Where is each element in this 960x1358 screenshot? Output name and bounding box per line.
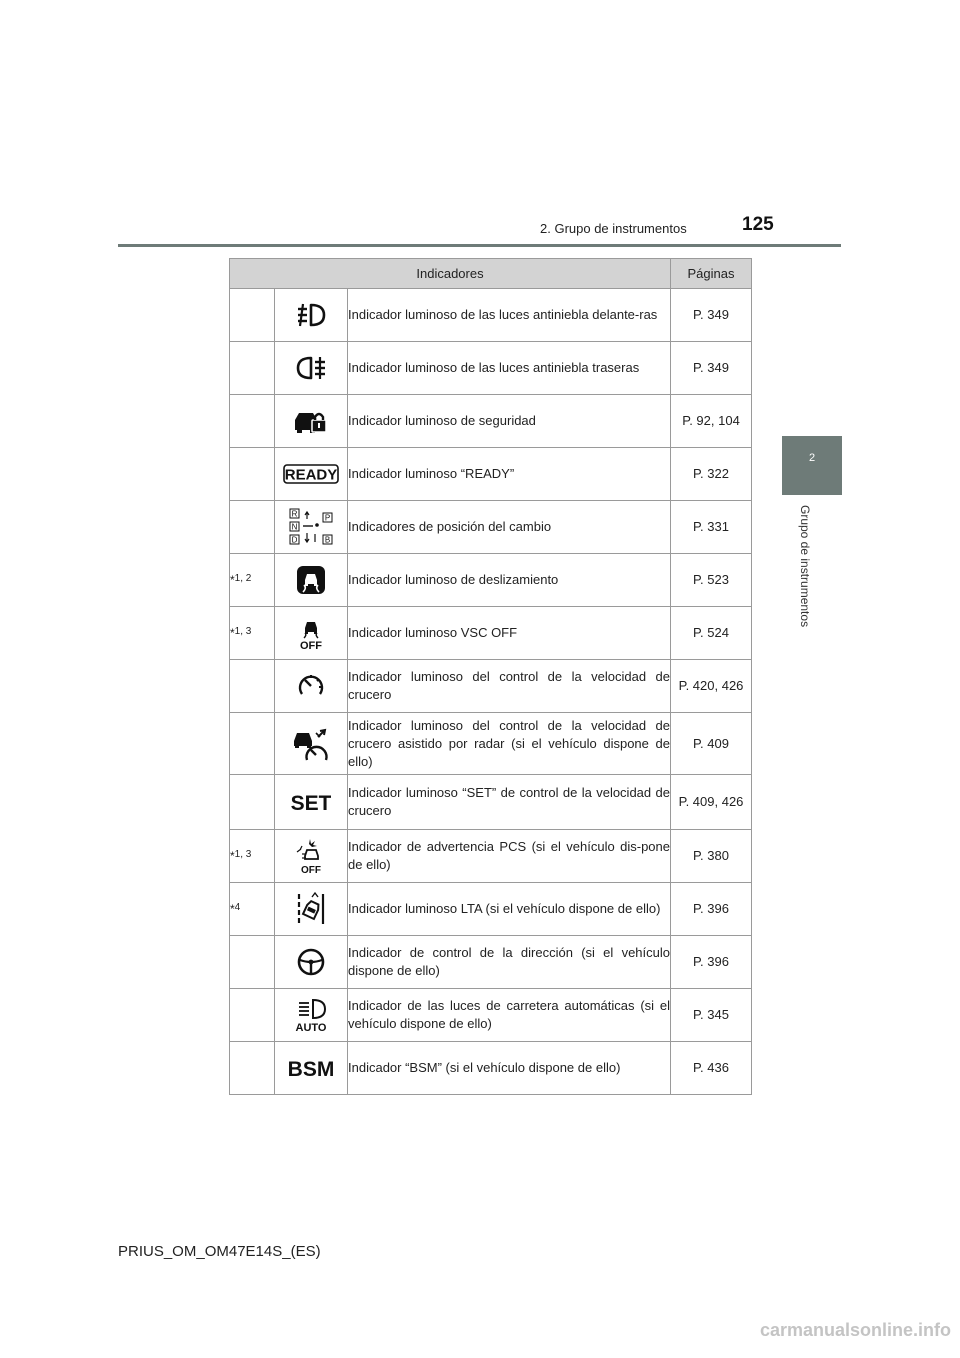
svg-text:OFF: OFF: [301, 865, 321, 874]
page-reference[interactable]: P. 322: [671, 448, 752, 501]
page-reference[interactable]: P. 409: [671, 713, 752, 775]
indicator-description: Indicador luminoso “SET” de control de la velocidad de crucero: [348, 775, 671, 830]
table-row: [230, 607, 752, 660]
column-header-pages: Páginas: [671, 259, 752, 289]
section-title: 2. Grupo de instrumentos: [540, 221, 687, 236]
row-note: [230, 936, 275, 989]
slip-indicator-icon: [296, 565, 326, 595]
table-row: [230, 883, 752, 936]
lta-icon: [295, 891, 327, 927]
indicator-description: Indicador luminoso “READY”: [348, 448, 671, 501]
svg-text:BSM: BSM: [287, 1058, 335, 1080]
row-note: [230, 775, 275, 830]
icon-cell: [275, 660, 348, 713]
table-row: [230, 936, 752, 989]
table-row: [230, 501, 752, 554]
indicator-description: Indicador de control de la dirección (si el vehículo dispone de ello): [348, 936, 671, 989]
ready-icon: [283, 464, 339, 484]
row-note: *$^{1, 2}$: [230, 554, 275, 607]
set-icon: [291, 790, 331, 814]
icon-cell: [275, 289, 348, 342]
indicator-description: Indicador luminoso de seguridad: [348, 395, 671, 448]
page-reference[interactable]: P. 349: [671, 342, 752, 395]
indicator-description: Indicador luminoso de las luces antiniebla traseras: [348, 342, 671, 395]
row-note: [230, 448, 275, 501]
table-row: [230, 289, 752, 342]
table-row: [230, 448, 752, 501]
bsm-icon: [287, 1056, 335, 1080]
security-car-lock-icon: [293, 408, 329, 434]
shift-position-icon: [288, 507, 334, 547]
row-note: *$^{1, 3}$: [230, 607, 275, 660]
svg-text:AUTO: AUTO: [295, 1022, 327, 1032]
page-reference[interactable]: P. 524: [671, 607, 752, 660]
svg-text:SET: SET: [291, 792, 331, 814]
row-note: [230, 1042, 275, 1095]
rear-fog-light-icon: [294, 354, 328, 382]
cruise-control-icon: [296, 671, 326, 701]
svg-text:R: R: [291, 509, 298, 519]
page-reference[interactable]: P. 345: [671, 989, 752, 1042]
watermark: carmanualsonline.info: [760, 1320, 952, 1340]
header-rule: [118, 244, 841, 247]
table-row: [230, 554, 752, 607]
icon-cell: [275, 554, 348, 607]
chapter-tab[interactable]: [782, 436, 842, 495]
icon-cell: [275, 448, 348, 501]
indicators-table: [229, 258, 752, 1095]
indicator-description: Indicador “BSM” (si el vehículo dispone de ello): [348, 1042, 671, 1095]
footer-document-code: PRIUS_OM_OM47E14S_(ES): [118, 1243, 321, 1260]
page-reference[interactable]: P. 396: [671, 883, 752, 936]
icon-cell: [275, 883, 348, 936]
icon-cell: [275, 501, 348, 554]
table-row: [230, 342, 752, 395]
row-note: *$^{1, 3}$: [230, 830, 275, 883]
page-reference[interactable]: P. 436: [671, 1042, 752, 1095]
indicator-description: Indicador luminoso de deslizamiento: [348, 554, 671, 607]
table-row: [230, 830, 752, 883]
indicator-description: Indicador luminoso VSC OFF: [348, 607, 671, 660]
row-note: [230, 989, 275, 1042]
svg-text:D: D: [291, 535, 298, 545]
icon-cell: [275, 936, 348, 989]
svg-text:OFF: OFF: [300, 640, 322, 650]
page-reference[interactable]: P. 331: [671, 501, 752, 554]
row-note: [230, 660, 275, 713]
pcs-off-icon: [293, 838, 329, 874]
row-note: [230, 395, 275, 448]
indicator-description: Indicador luminoso del control de la velocidad de crucero asistido por radar (si el vehículo dispone de ello): [348, 713, 671, 775]
icon-cell: [275, 775, 348, 830]
icon-cell: [275, 395, 348, 448]
page-reference[interactable]: P. 380: [671, 830, 752, 883]
page-reference[interactable]: P. 523: [671, 554, 752, 607]
svg-text:B: B: [324, 535, 331, 545]
icon-cell: [275, 830, 348, 883]
indicator-description: Indicador de advertencia PCS (si el vehículo dis-pone de ello): [348, 830, 671, 883]
icon-cell: [275, 1042, 348, 1095]
row-note: [230, 289, 275, 342]
row-note: *$^4$: [230, 883, 275, 936]
indicator-description: Indicador luminoso LTA (si el vehículo dispone de ello): [348, 883, 671, 936]
table-row: [230, 775, 752, 830]
page-reference[interactable]: P. 396: [671, 936, 752, 989]
icon-cell: [275, 607, 348, 660]
page-reference[interactable]: P. 420, 426: [671, 660, 752, 713]
indicator-description: Indicador de las luces de carretera automáticas (si el vehículo dispone de ello): [348, 989, 671, 1042]
svg-text:READY: READY: [284, 466, 338, 484]
svg-text:P: P: [324, 513, 331, 523]
auto-high-beam-icon: [293, 998, 329, 1032]
page-reference[interactable]: P. 409, 426: [671, 775, 752, 830]
indicator-description: Indicador luminoso de las luces antiniebla delante-ras: [348, 289, 671, 342]
steering-control-icon: [296, 947, 326, 977]
page-reference[interactable]: P. 349: [671, 289, 752, 342]
svg-text:N: N: [291, 522, 298, 532]
indicator-description: Indicador luminoso del control de la velocidad de crucero: [348, 660, 671, 713]
row-note: [230, 713, 275, 775]
table-row: [230, 660, 752, 713]
page-number: 125: [742, 214, 774, 235]
vsc-off-icon: [294, 616, 328, 650]
radar-cruise-control-icon: [292, 727, 330, 761]
table-row: [230, 989, 752, 1042]
table-header-row: [230, 259, 752, 289]
front-fog-light-icon: [294, 301, 328, 329]
icon-cell: [275, 713, 348, 775]
row-note: [230, 342, 275, 395]
chapter-side-label: Grupo de instrumentos: [798, 505, 812, 628]
table-row: [230, 1042, 752, 1095]
row-note: [230, 501, 275, 554]
chapter-tab-number: 2: [808, 452, 816, 464]
indicator-description: Indicadores de posición del cambio: [348, 501, 671, 554]
icon-cell: [275, 989, 348, 1042]
icon-cell: [275, 342, 348, 395]
page-reference[interactable]: P. 92, 104: [671, 395, 752, 448]
table-row: [230, 395, 752, 448]
column-header-indicators: Indicadores: [230, 259, 671, 289]
table-row: [230, 713, 752, 775]
